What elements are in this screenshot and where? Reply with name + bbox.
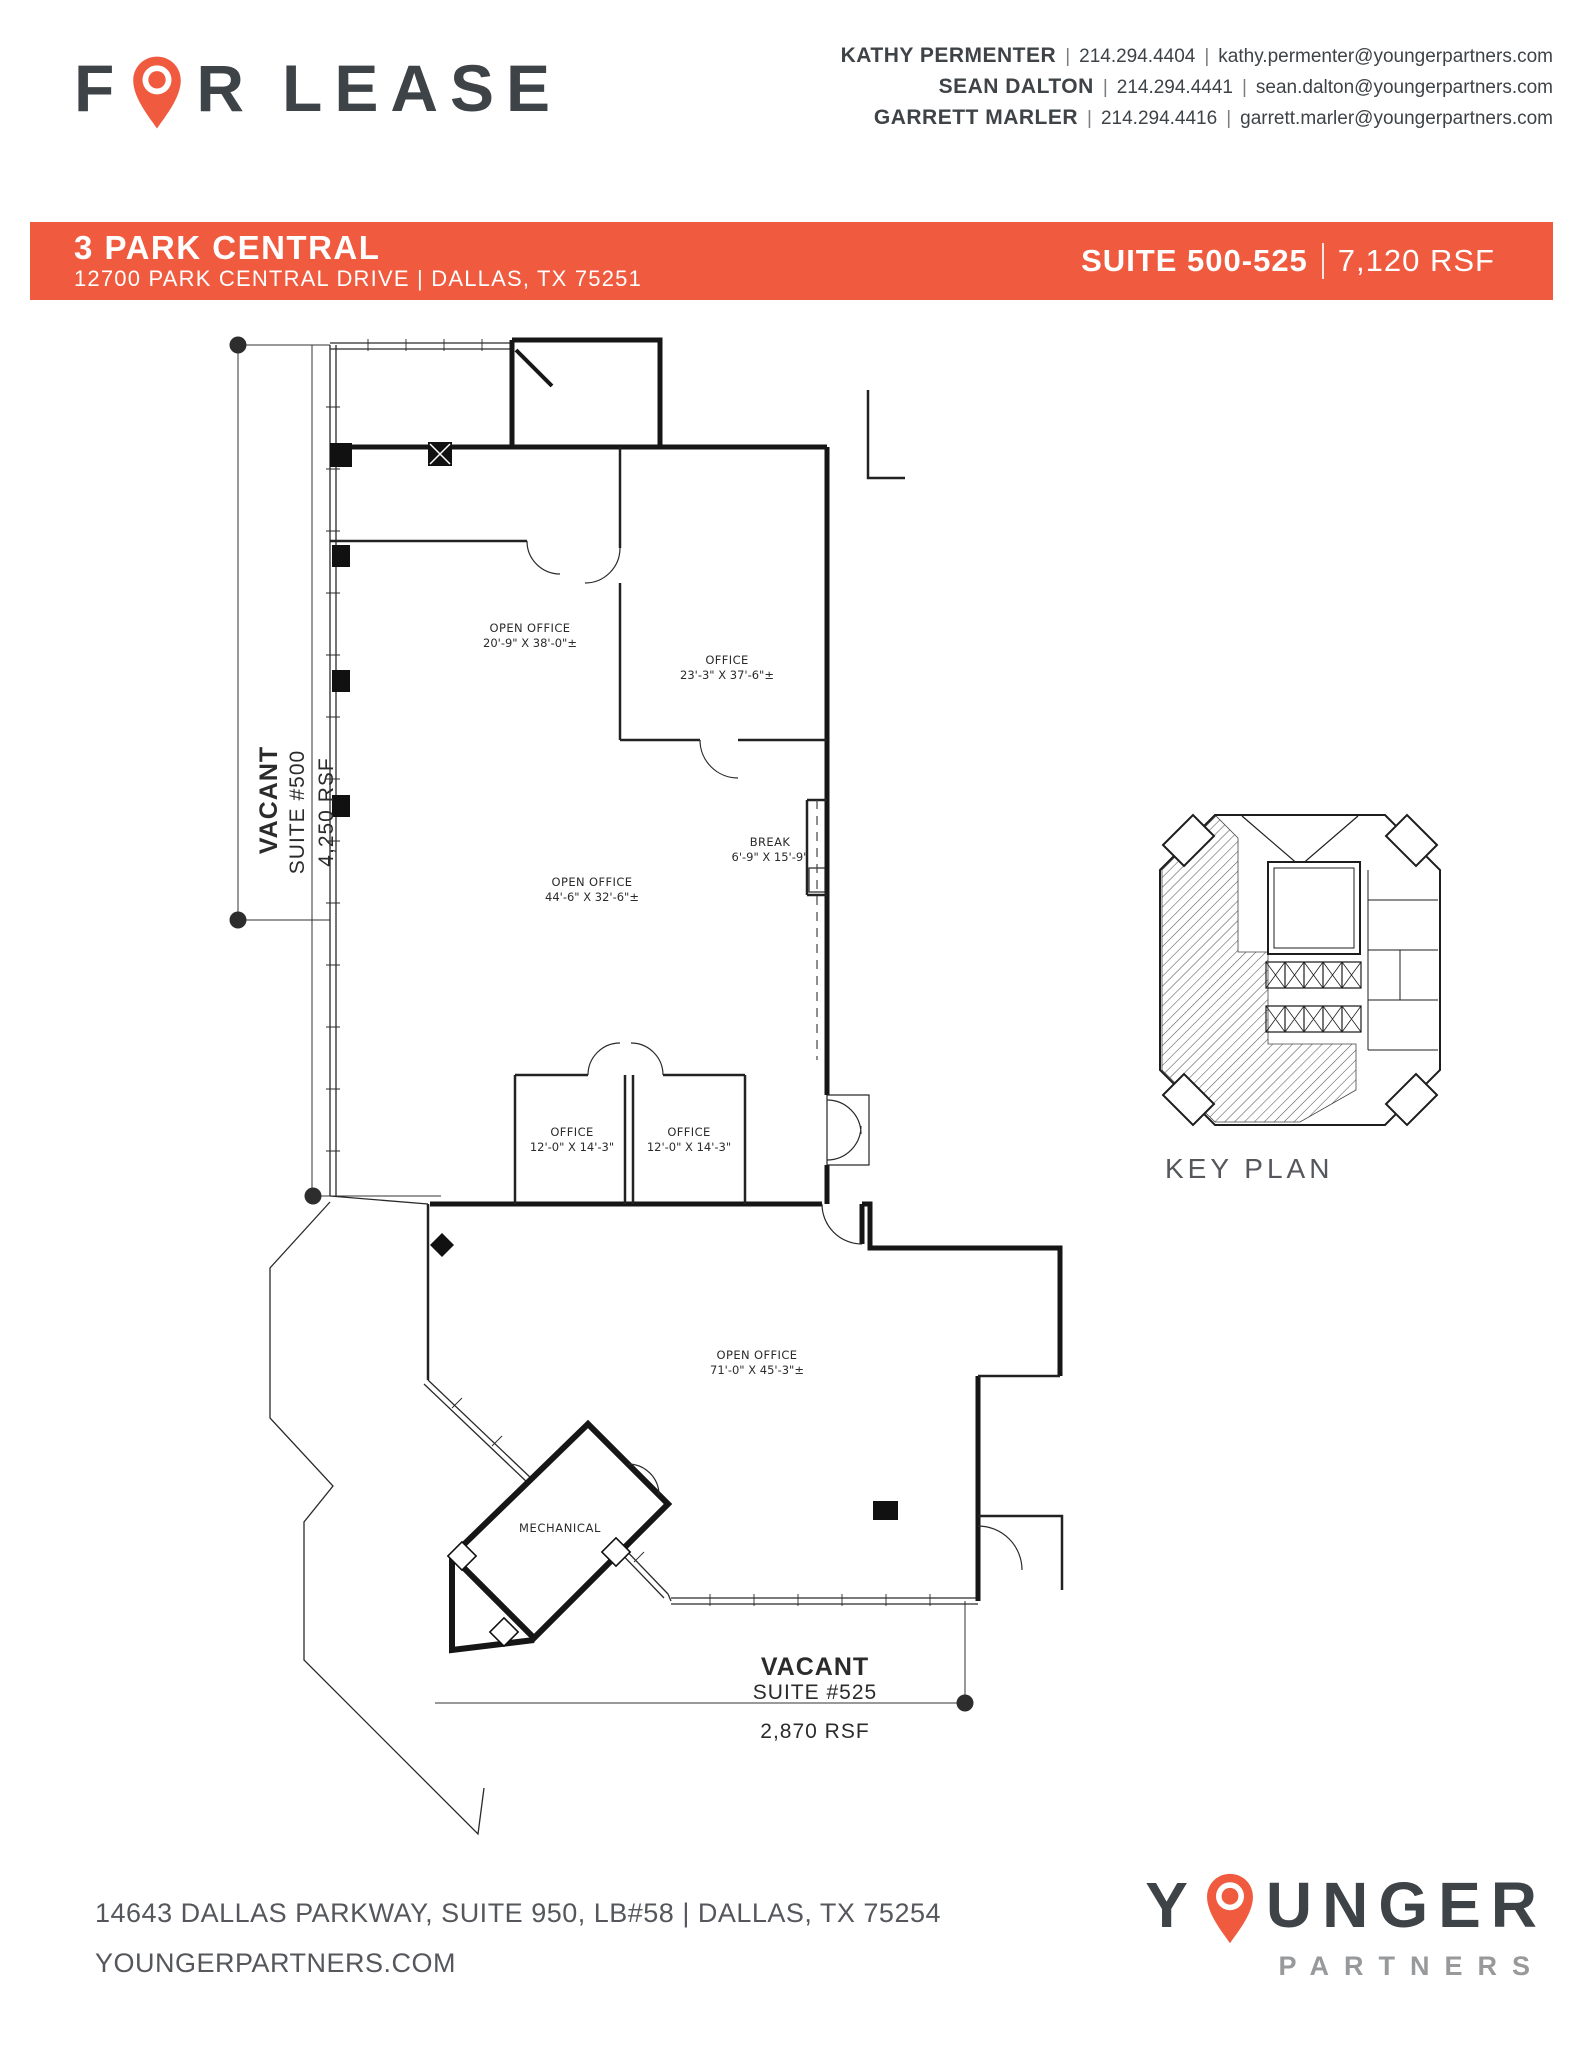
- break-room-name: BREAK: [749, 835, 791, 849]
- open-office-2-dims: 44'-6" X 32'-6"±: [545, 890, 639, 904]
- suite-525-vacant-label: VACANT: [760, 1653, 870, 1681]
- contact-name: KATHY PERMENTER: [840, 44, 1057, 67]
- contact-row: KATHY PERMENTER | 214.294.4404 | kathy.permenter@youngerpartners.com: [840, 44, 1553, 67]
- open-office-1-dims: 20'-9" X 38'-0"±: [483, 636, 577, 650]
- interior-partitions: [330, 390, 1062, 1590]
- logo-partners: PARTNERS: [1278, 1951, 1545, 1981]
- door-arcs: [527, 541, 1022, 1570]
- open-office-3-name: OPEN OFFICE: [716, 1348, 798, 1362]
- mechanical-label: MECHANICAL: [518, 1521, 602, 1535]
- contact-email: kathy.permenter@youngerpartners.com: [1218, 46, 1553, 67]
- suite-range: SUITE 500-525: [1081, 243, 1308, 278]
- logo-wordmark: [1145, 1868, 1547, 1947]
- open-office-1-name: OPEN OFFICE: [489, 621, 571, 635]
- suite-525-rsf-label: 2,870 RSF: [760, 1720, 870, 1743]
- suite-525-number-label: SUITE #525: [752, 1681, 878, 1704]
- property-address: 12700 PARK CENTRAL DRIVE | DALLAS, TX 75251: [74, 266, 643, 291]
- suite-500-number-label: SUITE #500: [286, 749, 309, 875]
- location-pin-icon: [1202, 1869, 1258, 1947]
- for-lease-r: R: [196, 51, 256, 125]
- mechanical-room-walls: [452, 1424, 668, 1650]
- contact-name: SEAN DALTON: [938, 75, 1094, 98]
- logo-rest: UNGER: [1265, 1869, 1547, 1941]
- logo-y: Y: [1145, 1869, 1198, 1941]
- suite-500-walls: [330, 340, 1060, 1601]
- contact-phone: 214.294.4441: [1116, 77, 1233, 98]
- office-3-dims: 12'-0" X 14'-3": [646, 1140, 732, 1154]
- contact-email: garrett.marler@youngerpartners.com: [1240, 108, 1553, 129]
- suite-500-rsf-label: 4,250 RSF: [315, 757, 338, 867]
- younger-partners-logo: [1145, 1868, 1547, 1982]
- open-office-3-dims: 71'-0" X 45'-3"±: [710, 1363, 804, 1377]
- contact-email: sean.dalton@youngerpartners.com: [1255, 77, 1553, 98]
- contact-row: GARRETT MARLER | 214.294.4416 | garrett.marler@youngerpartners.com: [873, 106, 1553, 129]
- for-lease-rest: LEASE: [282, 51, 563, 125]
- for-lease-f: F: [74, 51, 127, 125]
- office-3-name: OFFICE: [667, 1125, 711, 1139]
- dimension-endpoint-dots: [230, 337, 974, 1712]
- structural-columns: [330, 442, 898, 1520]
- property-line-zigzag: [270, 1202, 484, 1834]
- key-plan: [1160, 815, 1440, 1125]
- office-2-dims: 12'-0" X 14'-3": [529, 1140, 615, 1154]
- break-room-dims: 6'-9" X 15'-9": [731, 850, 809, 864]
- contact-row: SEAN DALTON | 214.294.4441 | sean.dalton@youngerpartners.com: [938, 75, 1553, 98]
- property-name: 3 PARK CENTRAL: [74, 229, 381, 266]
- broker-address: 14643 DALLAS PARKWAY, SUITE 950, LB#58 | DALLAS, TX 75254: [95, 1898, 941, 1928]
- suite-500-vacant-label: VACANT: [255, 745, 283, 855]
- contact-phone: 214.294.4404: [1079, 46, 1196, 67]
- contact-name: GARRETT MARLER: [873, 106, 1079, 129]
- suite-rsf: 7,120 RSF: [1337, 243, 1495, 278]
- key-plan-label: KEY PLAN: [1165, 1153, 1334, 1184]
- broker-website: YOUNGERPARTNERS.COM: [95, 1948, 457, 1978]
- open-office-2-name: OPEN OFFICE: [551, 875, 633, 889]
- contact-phone: 214.294.4416: [1100, 108, 1218, 129]
- office-2-name: OFFICE: [550, 1125, 594, 1139]
- office-1-name: OFFICE: [705, 653, 749, 667]
- office-1-dims: 23'-3" X 37'-6"±: [680, 668, 774, 682]
- window-ticks: [326, 339, 930, 1606]
